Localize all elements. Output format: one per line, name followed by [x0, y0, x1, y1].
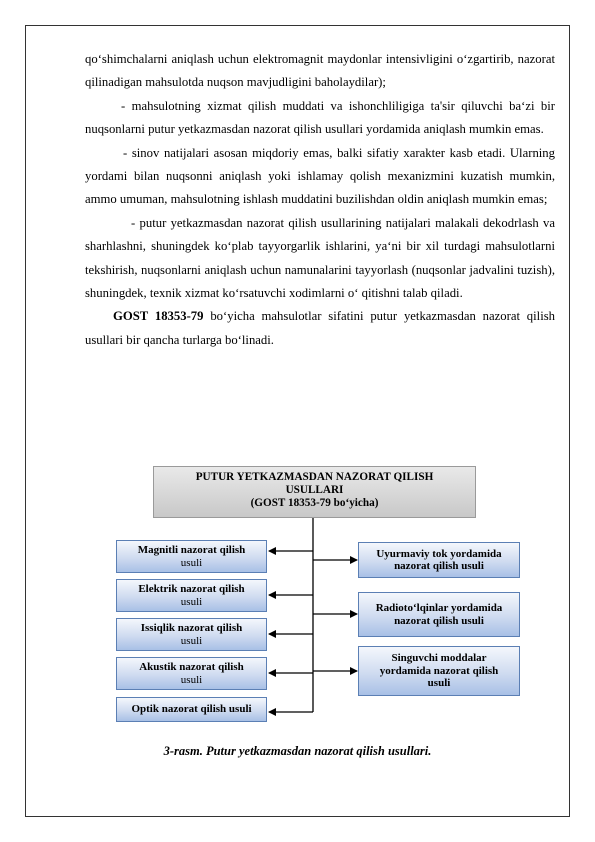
method-magnetic-sub: usuli	[180, 556, 203, 569]
paragraph-3: - sinov natijalari asosan miqdoriy emas, balki sifatiy xarakter kasb etadi. Ularning yordami bilan nuqsonni aniqlash yoki ishlamay qolish mexanizmini kuzatish mumkin, ammo umuman, mahsulotning ishlash muddatini buzilishdan oldin aniqlash mumkin emas;	[85, 145, 555, 207]
paragraph-1: qo‘shimchalarni aniqlash uchun elektromagnit maydonlar intensivligini o‘zgartirib, nazorat qilinadigan mahsulotda nuqson mavjudligini baholaydilar);	[85, 52, 555, 90]
method-eddy-sub: nazorat qilish usuli	[394, 560, 484, 572]
method-electric	[116, 579, 267, 612]
method-thermal-title: Issiqlik nazorat qilish	[140, 622, 243, 634]
method-penetrant	[358, 646, 520, 696]
method-radiowave	[358, 592, 520, 637]
method-acoustic-sub: usuli	[180, 673, 203, 686]
method-optical	[116, 697, 267, 722]
diagram-title-line-1: PUTUR YETKAZMASDAN NAZORAT QILISH	[195, 471, 434, 483]
method-radio-title: Radioto‘lqinlar yordamida	[375, 602, 503, 614]
paragraph-2: - mahsulotning xizmat qilish muddati va ishonchliligiga ta'sir qiluvchi ba‘zi bir nuqsonlarni putur yetkazmasdan nazorat qilish usullari yordamida aniqlash mumkin emas.	[85, 98, 555, 137]
method-acoustic-title: Akustik nazorat qilish	[139, 661, 244, 673]
method-penetrant-line-1: Singuvchi moddalar	[391, 652, 487, 665]
paragraph-4: - putur yetkazmasdan nazorat qilish usullarining natijalari malakali dekodrlash va sharhlashni, shuningdek ko‘plab tayyorgarlik ishlarini, ya‘ni bir xil turdagi mahsulotlarni tekshirish, nuqsonlarni aniqlash uchun namunalarini tayyorlash (nuqsonlar jadvalini tuzish), shuningdek, texnik xizmat ko‘rsatuvchi xodimlarni o‘ qitishni talab qiladi.	[85, 215, 555, 301]
paragraph-5	[85, 305, 555, 352]
paragraph-5-rest: bo‘yicha mahsulotlar sifatini putur yetkazmasdan nazorat qilish usullari bir qancha turlarga bo‘linadi.	[85, 309, 555, 347]
method-acoustic	[116, 657, 267, 690]
method-electric-sub: usuli	[180, 595, 203, 608]
diagram-title-line-3: (GOST 18353-79 bo‘yicha)	[250, 496, 379, 509]
method-optical-title: Optik nazorat qilish usuli	[131, 703, 252, 716]
diagram-title	[153, 466, 476, 518]
method-radio-sub: nazorat qilish usuli	[394, 614, 484, 627]
method-penetrant-line-2: yordamida nazorat qilish	[379, 664, 499, 677]
method-thermal-sub: usuli	[180, 634, 203, 647]
gost-reference: GOST 18353-79	[113, 309, 204, 324]
method-electric-title: Elektrik nazorat qilish	[138, 583, 245, 595]
method-magnetic	[116, 540, 267, 573]
method-penetrant-line-3: usuli	[427, 677, 451, 690]
method-thermal	[116, 618, 267, 651]
body-text	[85, 48, 555, 352]
figure-caption: 3-rasm. Putur yetkazmasdan nazorat qilish usullari.	[163, 744, 432, 758]
method-eddy-title: Uyurmaviy tok yordamida	[376, 547, 502, 560]
method-eddy-current	[358, 542, 520, 578]
diagram-title-line-2: USULLARI	[285, 483, 344, 496]
method-magnetic-title: Magnitli nazorat qilish	[137, 544, 246, 556]
